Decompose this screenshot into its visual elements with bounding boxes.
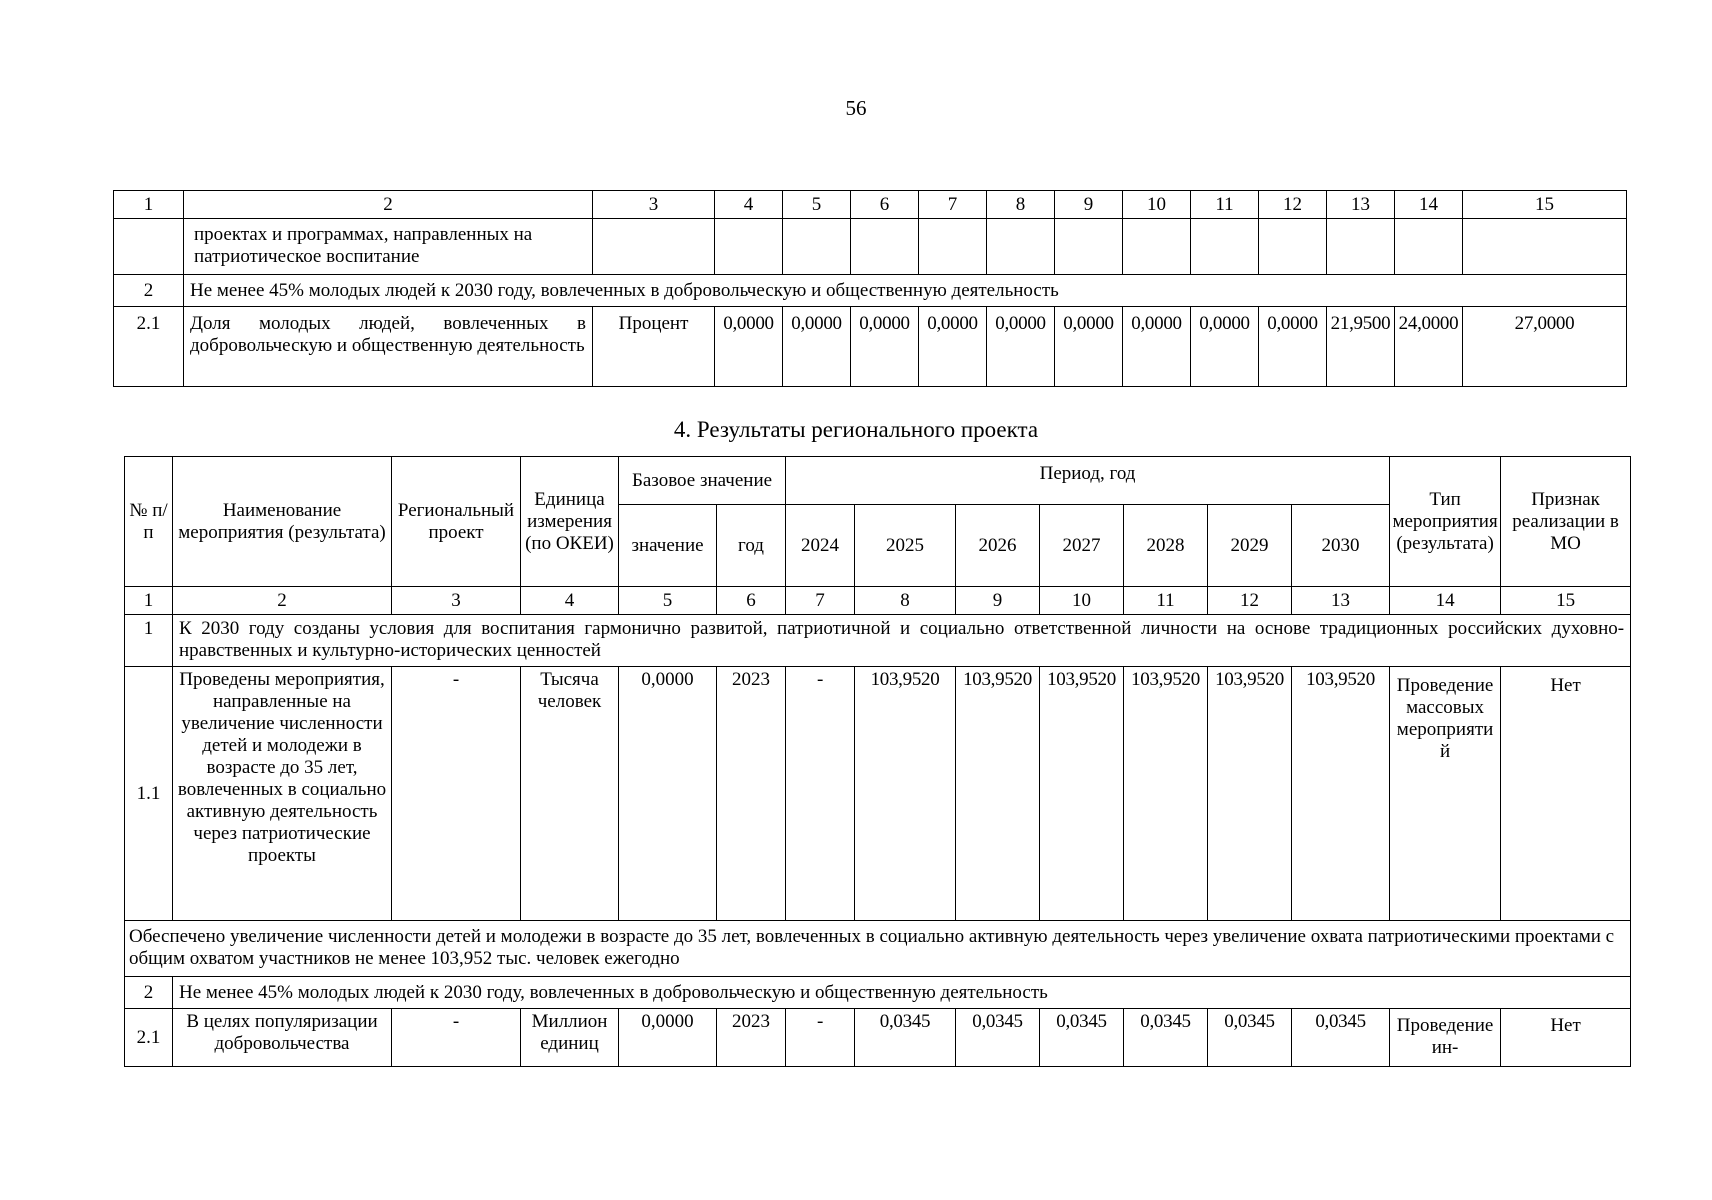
value-cell: 0,0345 [855, 1009, 956, 1067]
value-cell: 0,0000 [851, 307, 919, 387]
base-value: 0,0000 [619, 1009, 717, 1067]
base-value: 0,0000 [619, 667, 717, 921]
value-cell: 21,9500 [1327, 307, 1395, 387]
header-year: 2027 [1040, 505, 1124, 587]
unit: Процент [593, 307, 715, 387]
header-row [125, 457, 1631, 505]
goal-text: К 2030 году созданы условия для воспитания гармонично развитой, патриотичной и социально ответственной личности на основе традиционных российских духовно-нравственных и культурно-исторических ценностей [173, 615, 1631, 667]
header-year: 2024 [786, 505, 855, 587]
column-number: 6 [851, 191, 919, 219]
row-number: 2.1 [114, 307, 184, 387]
results-table [124, 456, 1631, 1067]
result-name: Проведены мероприятия, направленные на увеличение численности детей и молодежи в возрасте до 35 лет, вовлеченных в социально активную деятельность через патриотические проекты [173, 667, 392, 921]
value-cell: 0,0000 [987, 307, 1055, 387]
column-number: 12 [1208, 587, 1292, 615]
column-numbering-row [125, 587, 1631, 615]
column-number: 7 [786, 587, 855, 615]
value-cell: 103,9520 [1124, 667, 1208, 921]
value-cell: 0,0000 [1259, 307, 1327, 387]
column-number: 9 [956, 587, 1040, 615]
indicators-table-continued [113, 190, 1627, 387]
value-cell: 0,0000 [1191, 307, 1259, 387]
value-cell: 103,9520 [855, 667, 956, 921]
column-number: 15 [1501, 587, 1631, 615]
header-num: № п/п [125, 457, 173, 587]
value-cell: 0,0345 [1208, 1009, 1292, 1067]
row-number: 2.1 [125, 1009, 173, 1067]
goal-text: Не менее 45% молодых людей к 2030 году, вовлеченных в добровольческую и общественную деятельность [184, 275, 1627, 307]
result-row [125, 667, 1631, 921]
regional-project: - [392, 667, 521, 921]
value-cell: 103,9520 [1040, 667, 1124, 921]
note-row [125, 921, 1631, 977]
column-number: 6 [717, 587, 786, 615]
regional-project: - [392, 1009, 521, 1067]
goal-row [125, 977, 1631, 1009]
header-base-year: год [717, 505, 786, 587]
goal-text: Не менее 45% молодых людей к 2030 году, вовлеченных в добровольческую и общественную деятельность [173, 977, 1631, 1009]
header-type: Тип мероприятия (результата) [1390, 457, 1501, 587]
column-number: 14 [1395, 191, 1463, 219]
header-year: 2028 [1124, 505, 1208, 587]
column-number: 4 [715, 191, 783, 219]
value-cell: 24,0000 [1395, 307, 1463, 387]
result-name: В целях популяризации добровольчества [173, 1009, 392, 1067]
value-cell: 103,9520 [956, 667, 1040, 921]
value-cell: 0,0345 [1124, 1009, 1208, 1067]
value-cell: 27,0000 [1463, 307, 1627, 387]
header-project: Региональный проект [392, 457, 521, 587]
value-cell: 0,0000 [1055, 307, 1123, 387]
value-cell: 103,9520 [1292, 667, 1390, 921]
goal-row [125, 615, 1631, 667]
page-number: 56 [845, 96, 867, 120]
indicator-row [114, 307, 1627, 387]
header-unit: Единица измерения (по ОКЕИ) [521, 457, 619, 587]
header-year: 2025 [855, 505, 956, 587]
indicator-name-continued: проектах и программах, направленных на патриотическое воспитание [184, 219, 593, 275]
column-number: 2 [173, 587, 392, 615]
value-cell: 0,0000 [1123, 307, 1191, 387]
column-number: 8 [855, 587, 956, 615]
continuation-row [114, 219, 1627, 275]
column-number: 15 [1463, 191, 1627, 219]
column-number: 8 [987, 191, 1055, 219]
column-number: 2 [184, 191, 593, 219]
indicator-name: Доля молодых людей, вовлеченных в добровольческую и общественную деятельность [184, 307, 593, 387]
column-number: 9 [1055, 191, 1123, 219]
column-number: 3 [593, 191, 715, 219]
column-number: 5 [619, 587, 717, 615]
header-name: Наименование мероприятия (результата) [173, 457, 392, 587]
result-note: Обеспечено увеличение численности детей и молодежи в возрасте до 35 лет, вовлеченных в социально активную деятельность через увеличение охвата патриотическими проектами с общим охватом участников не менее 103,952 тыс. человек ежегодно [125, 921, 1631, 977]
header-year: 2030 [1292, 505, 1390, 587]
value-cell: 0,0000 [919, 307, 987, 387]
column-number: 13 [1327, 191, 1395, 219]
column-number: 11 [1191, 191, 1259, 219]
header-year: 2026 [956, 505, 1040, 587]
column-number: 4 [521, 587, 619, 615]
header-base: Базовое значение [619, 457, 786, 505]
column-number: 1 [114, 191, 184, 219]
value-cell: 0,0000 [783, 307, 851, 387]
column-number: 11 [1124, 587, 1208, 615]
value-cell: - [786, 667, 855, 921]
row-number: 2 [125, 977, 173, 1009]
result-type: Проведение массовых мероприятий [1390, 667, 1501, 921]
section-heading: 4. Результаты регионального проекта [673, 417, 1039, 442]
column-numbering-row [114, 191, 1627, 219]
column-number: 5 [783, 191, 851, 219]
column-number: 10 [1123, 191, 1191, 219]
goal-row [114, 275, 1627, 307]
column-number: 14 [1390, 587, 1501, 615]
column-number: 7 [919, 191, 987, 219]
row-number: 2 [114, 275, 184, 307]
value-cell: 0,0345 [1040, 1009, 1124, 1067]
column-number: 10 [1040, 587, 1124, 615]
implementation-sign: Нет [1501, 667, 1631, 921]
row-number: 1.1 [125, 667, 173, 921]
column-number: 13 [1292, 587, 1390, 615]
result-row [125, 1009, 1631, 1067]
header-year: 2029 [1208, 505, 1292, 587]
row-number: 1 [125, 615, 173, 667]
base-year: 2023 [717, 1009, 786, 1067]
unit: Миллион единиц [521, 1009, 619, 1067]
base-year: 2023 [717, 667, 786, 921]
value-cell: 0,0345 [1292, 1009, 1390, 1067]
value-cell: 0,0000 [715, 307, 783, 387]
result-type: Проведение ин- [1390, 1009, 1501, 1067]
value-cell: - [786, 1009, 855, 1067]
header-period: Период, год [786, 457, 1390, 505]
header-base-value: значение [619, 505, 717, 587]
column-number: 1 [125, 587, 173, 615]
column-number: 12 [1259, 191, 1327, 219]
unit: Тысяча человек [521, 667, 619, 921]
value-cell: 103,9520 [1208, 667, 1292, 921]
value-cell: 0,0345 [956, 1009, 1040, 1067]
column-number: 3 [392, 587, 521, 615]
implementation-sign: Нет [1501, 1009, 1631, 1067]
header-sign: Признак реализации в МО [1501, 457, 1631, 587]
